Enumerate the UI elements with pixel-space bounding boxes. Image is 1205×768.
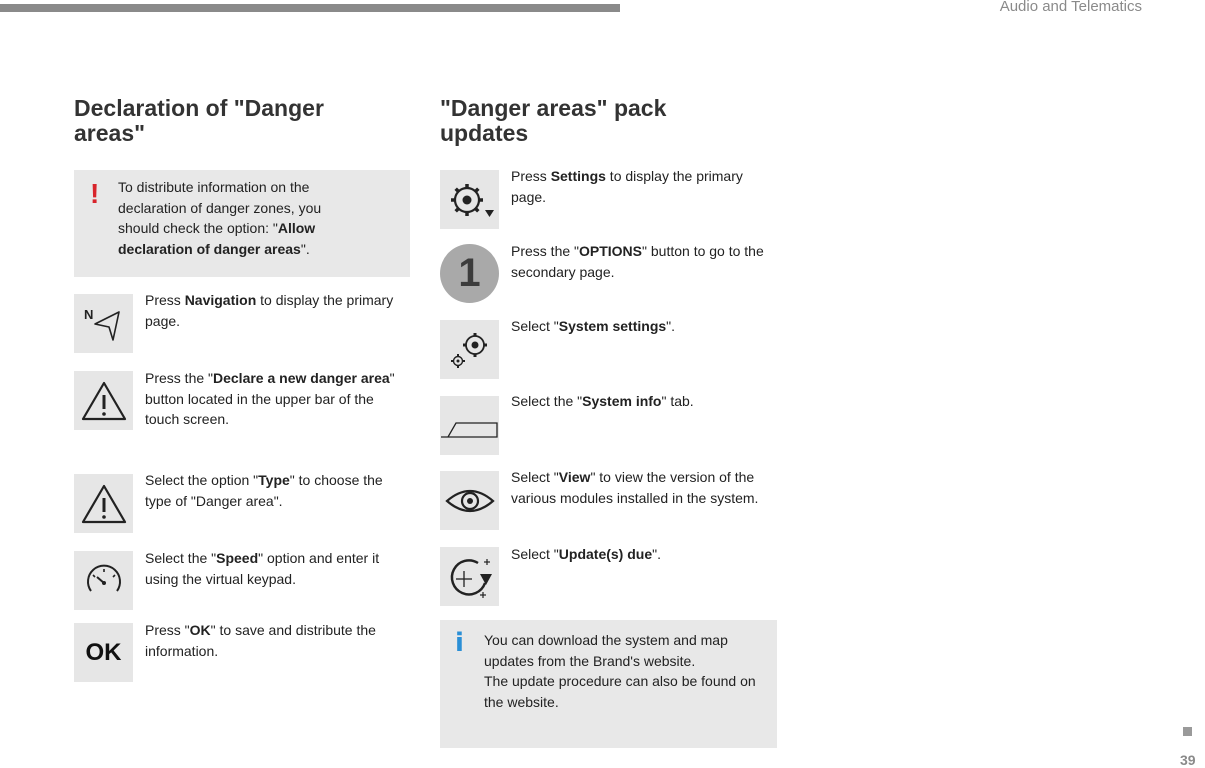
info-text: You can download the system and map updates from the Brand's website. The update procedure can also be found on the website.: [484, 632, 756, 710]
speedometer-icon: [74, 551, 133, 610]
section-header: Audio and Telematics: [999, 0, 1142, 15]
right-step-4: Select the "System info" tab.: [511, 393, 694, 409]
right-step-5: Select "View" to view the version of the various modules installed in the system.: [511, 469, 759, 506]
warning-icon: !: [90, 178, 100, 209]
right-section-title: "Danger areas" pack updates: [440, 95, 667, 146]
svg-text:N: N: [83, 306, 93, 322]
left-step-4: Select the "Speed" option and enter it using the virtual keypad.: [145, 550, 380, 587]
left-step-3: Select the option "Type" to choose the type of "Danger area".: [145, 472, 383, 509]
page-number: 39: [1180, 752, 1196, 768]
navigation-icon: [74, 294, 133, 353]
left-step-1: Press Navigation to display the primary page.: [145, 292, 394, 329]
warning-text: To distribute information on the declaration of danger zones, you should check the option: "Allow declaration of danger areas".: [118, 179, 322, 257]
left-step-2: Press the "Declare a new danger area" button located in the upper bar of the touch screen.: [145, 370, 395, 427]
system-settings-icon: [440, 320, 499, 379]
info-icon: i: [455, 628, 464, 658]
danger-triangle-icon: [74, 371, 133, 430]
update-icon: [440, 547, 499, 606]
right-step-2: Press the "OPTIONS" button to go to the secondary page.: [511, 243, 764, 280]
ok-icon: OK: [74, 623, 133, 682]
right-step-6: Select "Update(s) due".: [511, 546, 661, 562]
page-marker: [1183, 727, 1192, 736]
header-bar: [0, 4, 620, 12]
left-section-title: Declaration of "Danger areas": [74, 95, 324, 146]
tab-icon: [440, 396, 499, 455]
right-step-3: Select "System settings".: [511, 318, 676, 334]
right-step-1: Press Settings to display the primary page.: [511, 168, 743, 205]
settings-icon: [440, 170, 499, 229]
danger-triangle-icon: [74, 474, 133, 533]
eye-icon: [440, 471, 499, 530]
left-step-5: Press "OK" to save and distribute the information.: [145, 622, 376, 659]
options-badge-icon: 1: [440, 244, 499, 303]
